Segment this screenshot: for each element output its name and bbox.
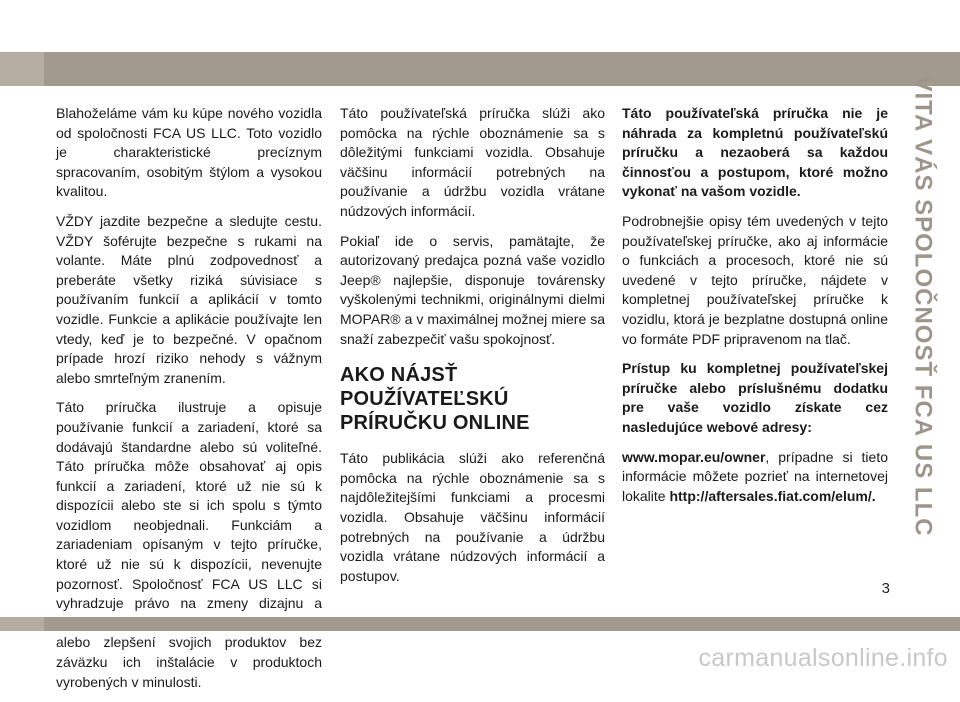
heading-line-2: POUŽÍVATEĽSKÚ (340, 388, 509, 411)
top-band-tab (0, 52, 44, 86)
paragraph-safety: VŽDY jazdite bezpečne a sledujte cestu. VŽDY šoférujte bezpečne s rukami na volante. Máte plnú zodpovednosť a preberáte všetky riziká súvisiace s používaním funkcií a aplikácií v tomto vozidle. Funkcie a aplikácie používajte len vtedy, keď je to bezpečné. V opačnom prípade hrozí riziko nehody s vážnym alebo smrteľným zranením. (56, 212, 322, 386)
side-section-title (903, 75, 943, 537)
text-column-1 (56, 104, 322, 702)
paragraph-intro: Blahoželáme vám ku kúpe nového vozidla od spoločnosti FCA US LLC. Toto vozidlo je charakteristické precíznym spracovaním, osobitým štýlom a vysokou kvalitou. (56, 105, 322, 200)
paragraph-features: Táto príručka ilustruje a opisuje používanie funkcií a zariadení, ktoré sa dodávajú štandardne alebo sú voliteľné. Táto príručka môže obsahovať aj opis funkcií a zariadení, ktoré už nie sú k dispozícii alebo ste si ich spolu s týmto vozidlom neobjednali. Funkciám a zariadeniam opísaným v tejto príručke, ktoré už nie sú k dispozícii, nevenujte pozornosť. Spoločnosť FCA US LLC si vyhradzuje právo na zmeny dizajnu a alebo zlepšení svojich produktov bez záväzku ich inštalácie v produktoch vyrobených v minulosti. (56, 399, 322, 690)
paragraph-links (622, 448, 888, 507)
top-decorative-band (0, 52, 960, 86)
mopar-link[interactable]: www.mopar.eu/owner (622, 448, 766, 465)
heading-line-1: AKO NÁJSŤ (340, 364, 458, 387)
paragraph-access: Prístup ku kompletnej používateľskej príručke alebo príslušnému dodatku pre vaše vozidlo získate cez nasledujúce webové adresy: (622, 360, 888, 435)
paragraph-service: Pokiaľ ide o servis, pamätajte, že autorizovaný predajca pozná vaše vozidlo Jeep® najlepšie, disponuje továrensky vyškolenými technikmi, originálnymi dielmi MOPAR® a v maximálnej možnej miere sa snaží zabezpečiť vašu spokojnosť. (340, 232, 605, 347)
paragraph-publication: Táto publikácia slúži ako referenčná pomôcka na rýchle oboznámenie sa s najdôležitejšími funkciami a procesmi vozidla. Obsahuje väčšinu informácií potrebných na používanie a údržbu vozidla vrátane núdzových informácií a postupov. (340, 450, 605, 584)
heading-line-3: PRÍRUČKU ONLINE (340, 412, 530, 435)
side-title-text: VITA VÁS SPOLOČNOSŤ FCA US LLC (910, 75, 937, 537)
paragraph-detailed: Podrobnejšie opisy tém uvedených v tejto používateľskej príručke, ako aj informácie o funkciách a procesoch, ktoré nie sú uvedené v tejto príručke, nájdete v kompletnej používateľskej príručke k vozidlu, ktorá je bezplatne dostupná online vo formáte PDF pripravenom na tlač. (622, 212, 888, 347)
links-text: , prípadne si tieto informácie môžete pozrieť na internetovej lokalite (622, 448, 888, 504)
page-number: 3 (881, 580, 890, 597)
bottom-decorative-band (0, 617, 960, 631)
watermark: carmanualsonline.info (698, 644, 948, 672)
text-column-2 (340, 104, 605, 596)
section-heading (340, 363, 605, 435)
text-column-3 (622, 104, 888, 516)
bottom-band-tab (0, 617, 44, 631)
aftersales-link[interactable]: http://aftersales.fiat.com/elum/. (669, 487, 876, 504)
paragraph-guide-purpose: Táto používateľská príručka slúži ako pomôcka na rýchle oboznámenie sa s dôležitými funkciami vozidla. Obsahuje väčšinu informácií potrebných na používanie a údržbu vozidla vrátane núdzových informácií. (340, 105, 605, 219)
paragraph-not-replacement: Táto používateľská príručka nie je náhrada za kompletnú používateľskú príručku a nezaoberá sa každou činnosťou a postupom, ktoré možno vykonať na vašom vozidle. (622, 105, 888, 200)
